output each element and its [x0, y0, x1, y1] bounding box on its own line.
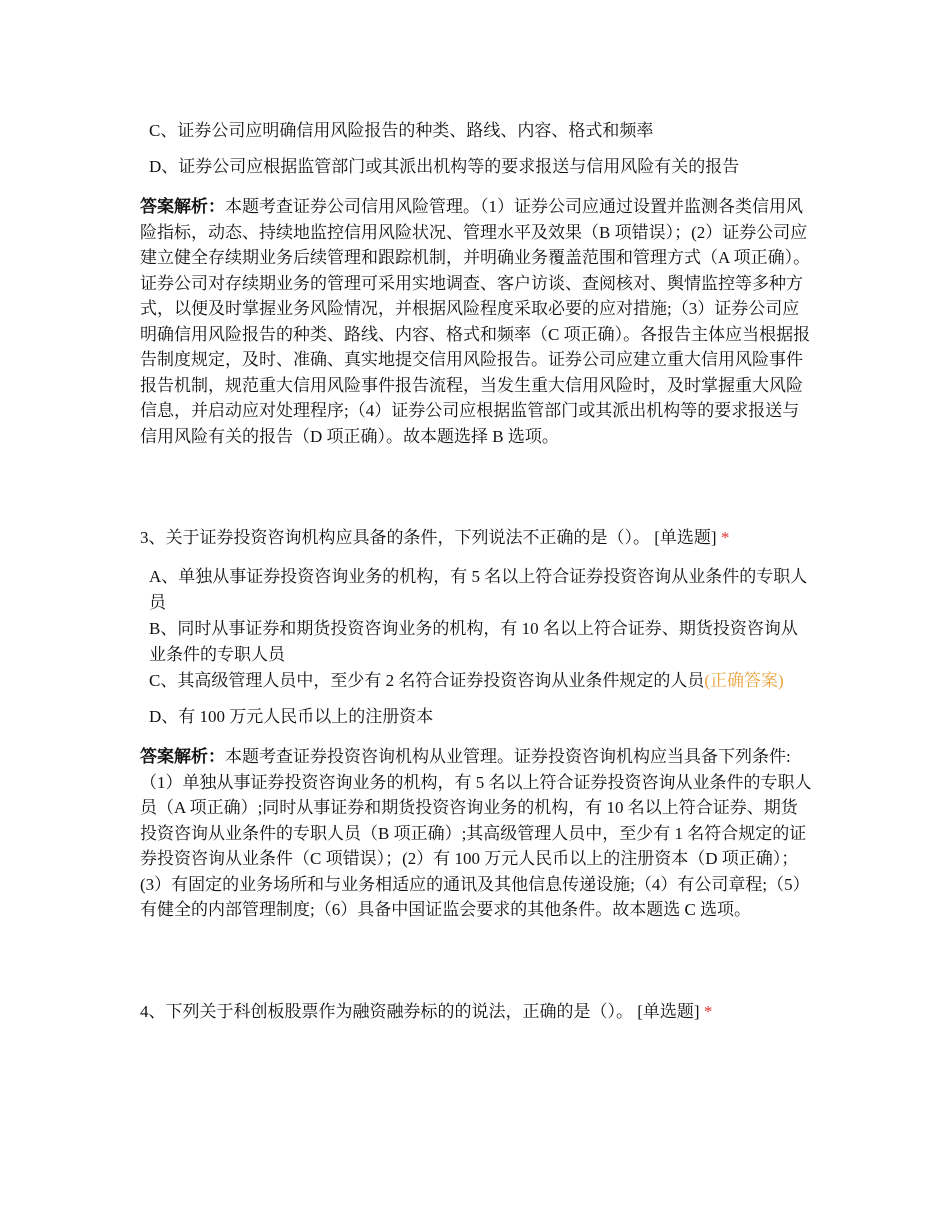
- analysis-text: 本题考查证券投资咨询机构从业管理。证券投资咨询机构应当具备下列条件:（1）单独从事证券投资咨询业务的机构，有 5 名以上符合证券投资咨询从业条件的专职人员（A 项正确）;同时从事证券和期货投资咨询业务的机构，有 10 名以上符合证券、期货投资咨询从业条件的专职人员（B 项正确）;其高级管理人员中，至少有 1 名符合规定的证券投资咨询从业条件（C 项错误）；(2）有 100 万元人民币以上的注册资本（D 项正确）；(3）有固定的业务场所和与业务相适应的通讯及其他信息传递设施;（4）有公司章程;（5）有健全的内部管理制度;（6）具备中国证监会要求的其他条件。故本题选 C 选项。: [140, 747, 812, 919]
- q2-option-d[interactable]: D、证券公司应根据监管部门或其派出机构等的要求报送与信用风险有关的报告: [149, 157, 740, 176]
- q3-option-a[interactable]: A、单独从事证券投资咨询业务的机构，有 5 名以上符合证券投资咨询从业条件的专职人员: [149, 567, 808, 612]
- q2-answer-analysis: [140, 194, 812, 449]
- analysis-text: 本题考查证券公司信用风险管理。（1）证券公司应通过设置并监测各类信用风险指标，动态、持续地监控信用风险状况、管理水平及效果（B 项错误）；(2）证券公司应建立健全存续期业务后续管理和跟踪机制，并明确业务覆盖范围和管理方式（A 项正确）。证券公司对存续期业务的管理可采用实地调查、客户访谈、查阅核对、舆情监控等多种方式，以便及时掌握业务风险情况，并根据风险程度采取必要的应对措施;（3）证券公司应明确信用风险报告的种类、路线、内容、格式和频率（C 项正确）。各报告主体应当根据报告制度规定，及时、准确、真实地提交信用风险报告。证券公司应建立重大信用风险事件报告机制，规范重大信用风险事件报告流程，当发生重大信用风险时，及时掌握重大风险信息，并启动应对处理程序;（4）证券公司应根据监管部门或其派出机构等的要求报送与信用风险有关的报告（D 项正确）。故本题选择 B 选项。: [140, 197, 811, 446]
- option-text: C、其高级管理人员中，至少有 2 名符合证券投资咨询从业条件规定的人员: [149, 671, 705, 690]
- q3-option-c[interactable]: [140, 668, 812, 694]
- q3-option-b[interactable]: B、同时从事证券和期货投资咨询业务的机构，有 10 名以上符合证券、期货投资咨询从业条件的专职人员: [149, 619, 798, 664]
- q4-title: [140, 999, 812, 1025]
- question-text: 3、关于证券投资咨询机构应具备的条件，下列说法不正确的是（）。 [单选题]: [140, 528, 717, 547]
- required-mark: *: [703, 1001, 713, 1021]
- q2-option-c[interactable]: C、证券公司应明确信用风险报告的种类、路线、内容、格式和频率: [149, 121, 654, 140]
- q3-option-d[interactable]: D、有 100 万元人民币以上的注册资本: [149, 707, 434, 726]
- analysis-label: 答案解析：: [140, 197, 225, 216]
- question-text: 4、下列关于科创板股票作为融资融券标的的说法，正确的是（）。 [单选题]: [140, 1001, 700, 1021]
- q3-title: [140, 525, 812, 551]
- q3-answer-analysis: [140, 744, 812, 923]
- required-mark: *: [720, 528, 730, 547]
- document-page: [140, 118, 812, 1025]
- analysis-label: 答案解析：: [140, 747, 225, 766]
- correct-answer-tag: (正确答案): [704, 671, 784, 690]
